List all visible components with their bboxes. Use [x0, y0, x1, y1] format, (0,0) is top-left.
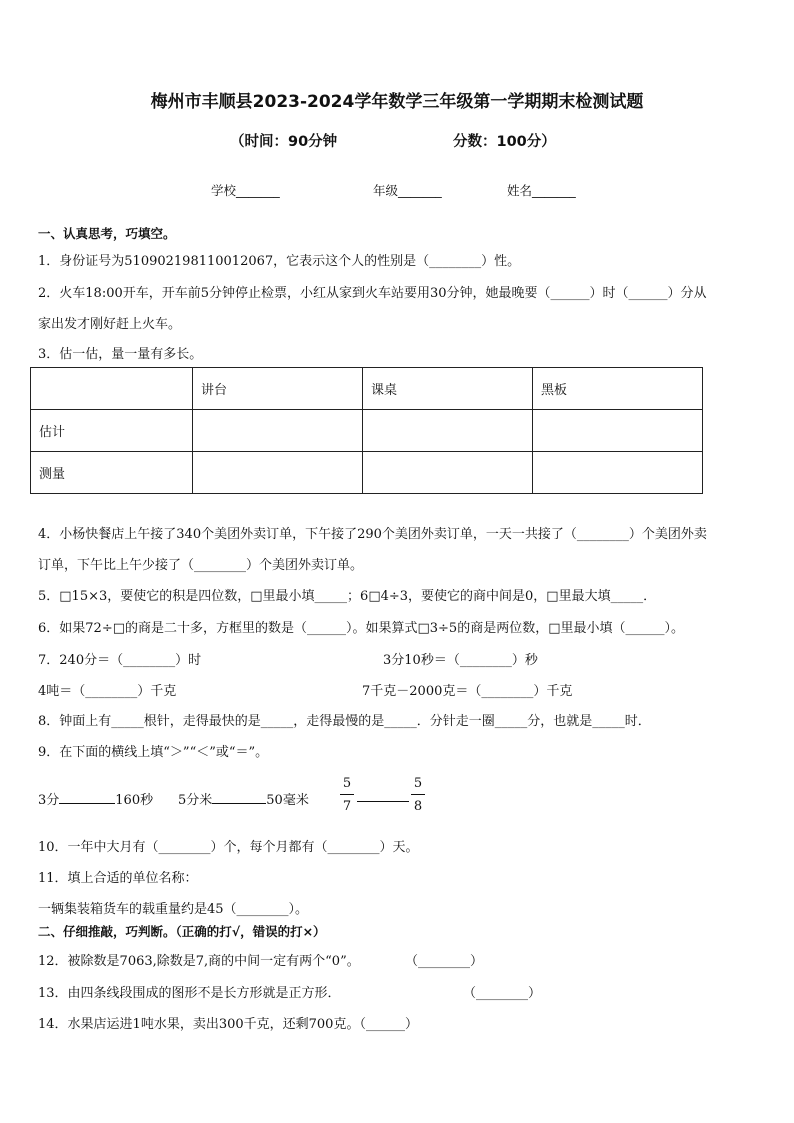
table-cell — [363, 452, 533, 494]
question-7d: 7千克－2000克＝（________）千克 — [362, 684, 573, 699]
question-5: 5．□15×3，要使它的积是四位数，□里最小填_____；6□4÷3，要使它的商中间是0，□里最大填_____． — [38, 589, 657, 604]
table-row — [31, 368, 703, 410]
question-7c: 4吨＝（________）千克 — [38, 684, 177, 699]
question-9: 9．在下面的横线上填“＞”“＜”或“＝”。 — [38, 745, 269, 760]
question-2-line-2: 家出发才刚好赶上火车。 — [38, 317, 182, 332]
question-6: 6．如果72÷□的商是二十多，方框里的数是（______）。如果算式□3÷5的商是两位数，□里最小填（______）。 — [38, 621, 684, 636]
measurement-table — [30, 367, 703, 494]
answer-blank[interactable] — [212, 803, 266, 804]
q9-b-right: 50毫米 — [266, 793, 309, 808]
question-4-line-1: 4．小杨快餐店上午接了340个美团外卖订单，下午接了290个美团外卖订单，一天一共接了（________）个美团外卖 — [38, 527, 707, 542]
question-4-line-2: 订单，下午比上午少接了（________）个美团外卖订单。 — [38, 558, 364, 573]
question-13-answer[interactable]: （________） — [463, 986, 542, 1001]
q9-item-b — [178, 789, 309, 808]
question-7b: 3分10秒＝（________）秒 — [383, 653, 538, 668]
section-1-heading: 一、认真思考，巧填空。 — [38, 226, 176, 241]
table-header-blackboard: 黑板 — [533, 368, 703, 410]
fraction-2-bar — [411, 794, 425, 795]
question-12: 12．被除数是7063,除数是7,商的中间一定有两个“0”。 — [38, 954, 360, 969]
table-row-label-measure: 测量 — [31, 452, 193, 494]
fraction-1-numerator: 5 — [342, 776, 352, 791]
table-cell — [533, 452, 703, 494]
q9-item-a — [38, 789, 153, 808]
question-10: 10．一年中大月有（________）个，每个月都有（________）天。 — [38, 840, 419, 855]
exam-score: 分数：100分） — [453, 134, 556, 150]
table-cell — [363, 410, 533, 452]
question-2-line-1: 2．火车18:00开车，开车前5分钟停止检票，小红从家到火车站要用30分钟，她最晚要（______）时（______）分从 — [38, 286, 707, 301]
table-header-podium: 讲台 — [193, 368, 363, 410]
grade-field: 年级_______ — [373, 183, 442, 198]
fraction-2-denominator: 8 — [413, 799, 423, 814]
fraction-1-bar — [340, 794, 354, 795]
question-7a: 7．240分＝（________）时 — [38, 653, 202, 668]
table-cell — [533, 410, 703, 452]
question-12-answer[interactable]: （________） — [405, 954, 484, 969]
name-field: 姓名_______ — [507, 183, 576, 198]
table-row — [31, 410, 703, 452]
q9-a-right: 160秒 — [115, 793, 154, 808]
exam-time: （时间：90分钟 — [230, 134, 338, 150]
table-cell — [193, 452, 363, 494]
table-cell — [31, 368, 193, 410]
question-3: 3．估一估，量一量有多长。 — [38, 347, 203, 362]
section-2-heading: 二、仔细推敲，巧判断。（正确的打√，错误的打×） — [38, 924, 326, 939]
q9-b-left: 5分米 — [178, 793, 213, 808]
question-1: 1．身份证号为510902198110012067，它表示这个人的性别是（________）性。 — [38, 254, 521, 269]
answer-blank[interactable] — [357, 789, 409, 802]
question-11: 11．填上合适的单位名称： — [38, 871, 198, 886]
question-8: 8．钟面上有_____根针，走得最快的是_____，走得最慢的是_____．分针走一圈_____分，也就是_____时． — [38, 714, 651, 729]
question-11a: 一辆集装箱货车的载重量约是45（________）。 — [38, 902, 309, 917]
table-row-label-estimate: 估计 — [31, 410, 193, 452]
q9-a-left: 3分 — [38, 793, 60, 808]
question-13: 13．由四条线段围成的图形不是长方形就是正方形． — [38, 986, 341, 1001]
fraction-1-denominator: 7 — [342, 799, 352, 814]
table-header-desk: 课桌 — [363, 368, 533, 410]
answer-blank[interactable] — [59, 803, 115, 804]
table-row — [31, 452, 703, 494]
table-cell — [193, 410, 363, 452]
school-field: 学校_______ — [211, 183, 280, 198]
question-14: 14．水果店运进1吨水果，卖出300千克，还剩700克。（______） — [38, 1017, 418, 1032]
fraction-2-numerator: 5 — [413, 776, 423, 791]
page-title: 梅州市丰顺县2023-2024学年数学三年级第一学期期末检测试题 — [150, 92, 644, 112]
